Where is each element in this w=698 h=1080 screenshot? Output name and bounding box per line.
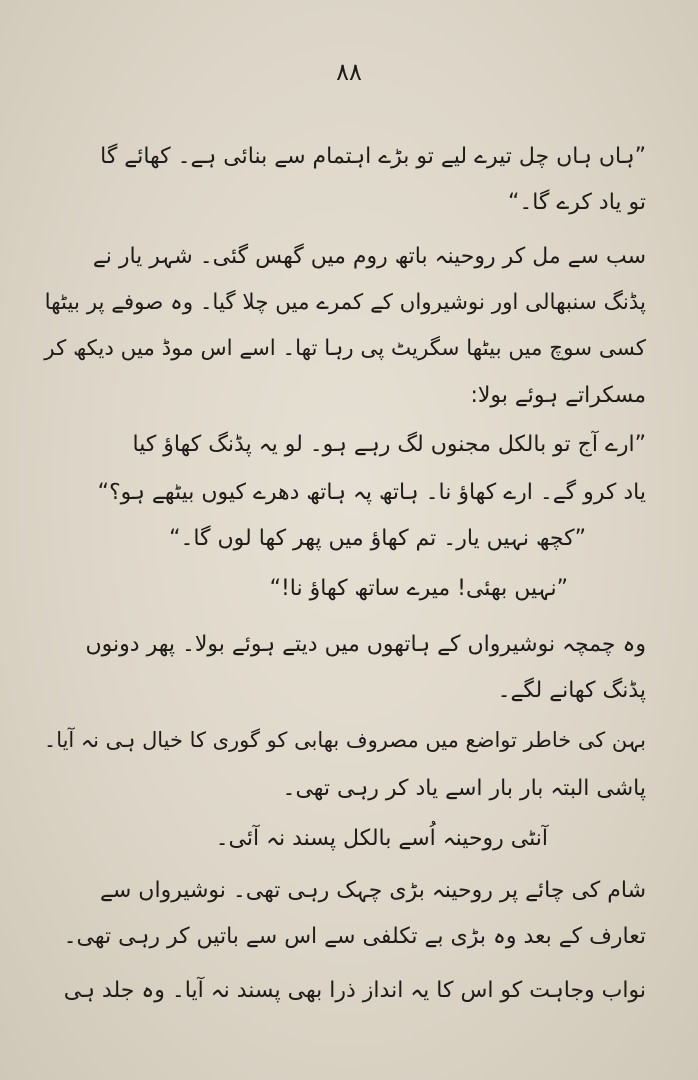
page-number: ۸۸ [336,58,362,86]
text-line: وہ چمچہ نوشیرواں کے ہاتھوں میں دیتے ہوئے بولا۔ پھر دونوں [85,632,646,657]
text-line: کسی سوچ میں بیٹھا سگریٹ پی رہا تھا۔ اسے اس موڈ میں دیکھ کر [44,336,646,361]
text-line: نواب وجاہت کو اس کا یہ انداز ذرا بھی پسند نہ آیا۔ وہ جلد ہی [63,978,646,1003]
text-line: پڈنگ کھانے لگے۔ [497,678,646,703]
text-line: ”ارے آج تو بالکل مجنوں لگ رہے ہو۔ لو یہ پڈنگ کھاؤ کیا [132,432,646,457]
text-line: ”ہاں ہاں چل تیرے لیے تو بڑے اہتمام سے بنائی ہے۔ کھائے گا [100,144,646,169]
text-line: مسکراتے ہوئے بولا: [470,383,646,408]
text-line: تعارف کے بعد وہ بڑی بے تکلفی سے اس سے باتیں کر رہی تھی۔ [63,924,646,949]
text-line: یاد کرو گے۔ ارے کھاؤ نا۔ ہاتھ پہ ہاتھ دھرے کیوں بیٹھے ہو؟“ [97,480,646,505]
text-line: پڈنگ سنبھالی اور نوشیرواں کے کمرے میں چلا گیا۔ وہ صوفے پر بیٹھا [44,290,646,315]
text-line: شام کی چائے پر روحینہ بڑی چہک رہی تھی۔ نوشیرواں سے [99,878,646,903]
text-line: سب سے مل کر روحینہ باتھ روم میں گھس گئی۔ شہر یار نے [92,244,646,269]
text-line: تو یاد کرے گا۔“ [507,190,646,215]
text-line: پاشی البتہ بار بار اسے یاد کر رہی تھی۔ [282,776,646,801]
text-line: آنٹی روحینہ اُسے بالکل پسند نہ آئی۔ [215,826,548,851]
text-line: ”کچھ نہیں یار۔ تم کھاؤ میں پھر کھا لوں گا۔“ [169,526,586,551]
text-line: بہن کی خاطر تواضع میں مصروف بھابی کو گوری کا خیال ہی نہ آیا۔ [43,728,646,752]
text-line: ”نہیں بھئی! میرے ساتھ کھاؤ نا!“ [269,576,568,601]
